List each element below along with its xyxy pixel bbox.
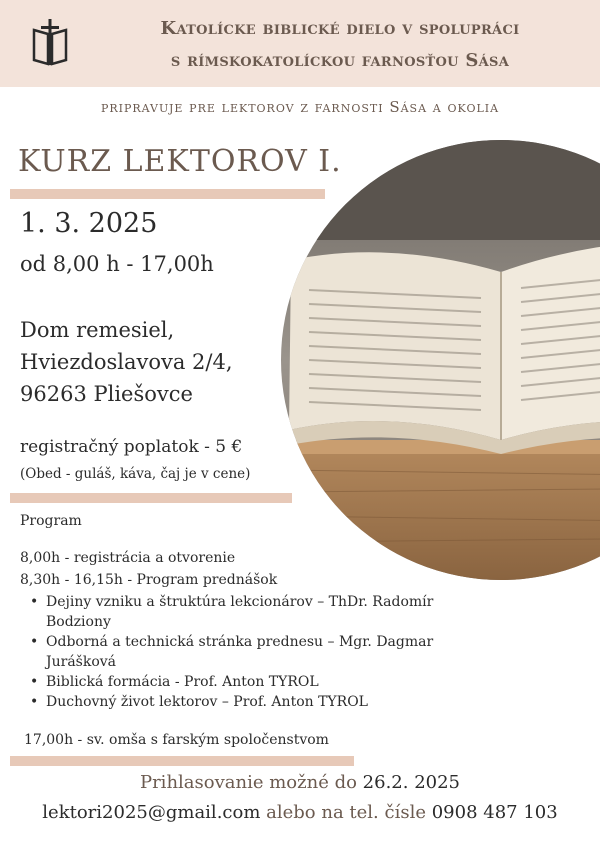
lecture-text: Dejiny vzniku a štruktúra lekcionárov – ThDr. Radomír Bodziony — [46, 594, 434, 630]
contact-or-phone: alebo na tel. čísle — [266, 802, 426, 823]
mass-info: 17,00h - sv. omša s farským spoločenstvom — [24, 732, 329, 748]
cross-book-logo-icon — [28, 16, 72, 70]
event-time: od 8,00 h - 17,00h — [20, 252, 214, 276]
signup-deadline: 26.2. 2025 — [362, 772, 461, 793]
contact-phone[interactable]: 0908 487 103 — [431, 802, 558, 823]
address-line: Dom remesiel, — [20, 318, 175, 342]
accent-bar-middle — [10, 493, 292, 503]
accent-bar-bottom — [10, 756, 354, 766]
registration-fee: registračný poplatok - 5 € — [20, 437, 243, 457]
organization-line-1: Katolícke biblické dielo v spolupráci — [160, 18, 520, 39]
address-line: 96263 Pliešovce — [20, 382, 193, 406]
bullet-icon: • — [30, 674, 39, 690]
signup-text: Prihlasovanie možné do — [139, 772, 357, 793]
address-line: Hviezdoslavova 2/4, — [20, 350, 233, 374]
accent-bar-top — [10, 189, 325, 199]
bullet-icon: • — [30, 694, 39, 710]
course-title: KURZ LEKTOROV I. — [18, 144, 342, 179]
event-address — [20, 314, 233, 410]
list-item — [30, 692, 490, 712]
organization-line-2: s rímskokatolíckou farnosťou Sása — [170, 50, 510, 71]
bullet-icon: • — [30, 634, 39, 650]
bible-illustration — [281, 140, 600, 580]
program-item: 8,30h - 16,15h - Program prednášok — [20, 572, 278, 588]
signup-line — [0, 772, 600, 793]
header-banner — [0, 0, 600, 87]
contact-email[interactable]: lektori2025@gmail.com — [42, 802, 261, 823]
program-heading: Program — [20, 513, 82, 529]
list-item — [30, 632, 490, 672]
lecture-list — [30, 592, 490, 712]
fee-note: (Obed - guláš, káva, čaj je v cene) — [20, 466, 251, 482]
bullet-icon: • — [30, 594, 39, 610]
list-item — [30, 592, 490, 632]
event-date: 1. 3. 2025 — [20, 208, 158, 239]
list-item — [30, 672, 490, 692]
open-bible-photo — [281, 140, 600, 580]
lecture-text: Duchovný život lektorov – Prof. Anton TYROL — [46, 694, 368, 710]
lecture-text: Odborná a technická stránka prednesu – Mgr. Dagmar Jurášková — [46, 634, 434, 670]
program-item: 8,00h - registrácia a otvorenie — [20, 550, 236, 566]
contact-line — [0, 802, 600, 823]
tagline: pripravuje pre lektorov z farnosti Sása a okolia — [100, 98, 500, 116]
lecture-text: Biblická formácia - Prof. Anton TYROL — [46, 674, 319, 690]
